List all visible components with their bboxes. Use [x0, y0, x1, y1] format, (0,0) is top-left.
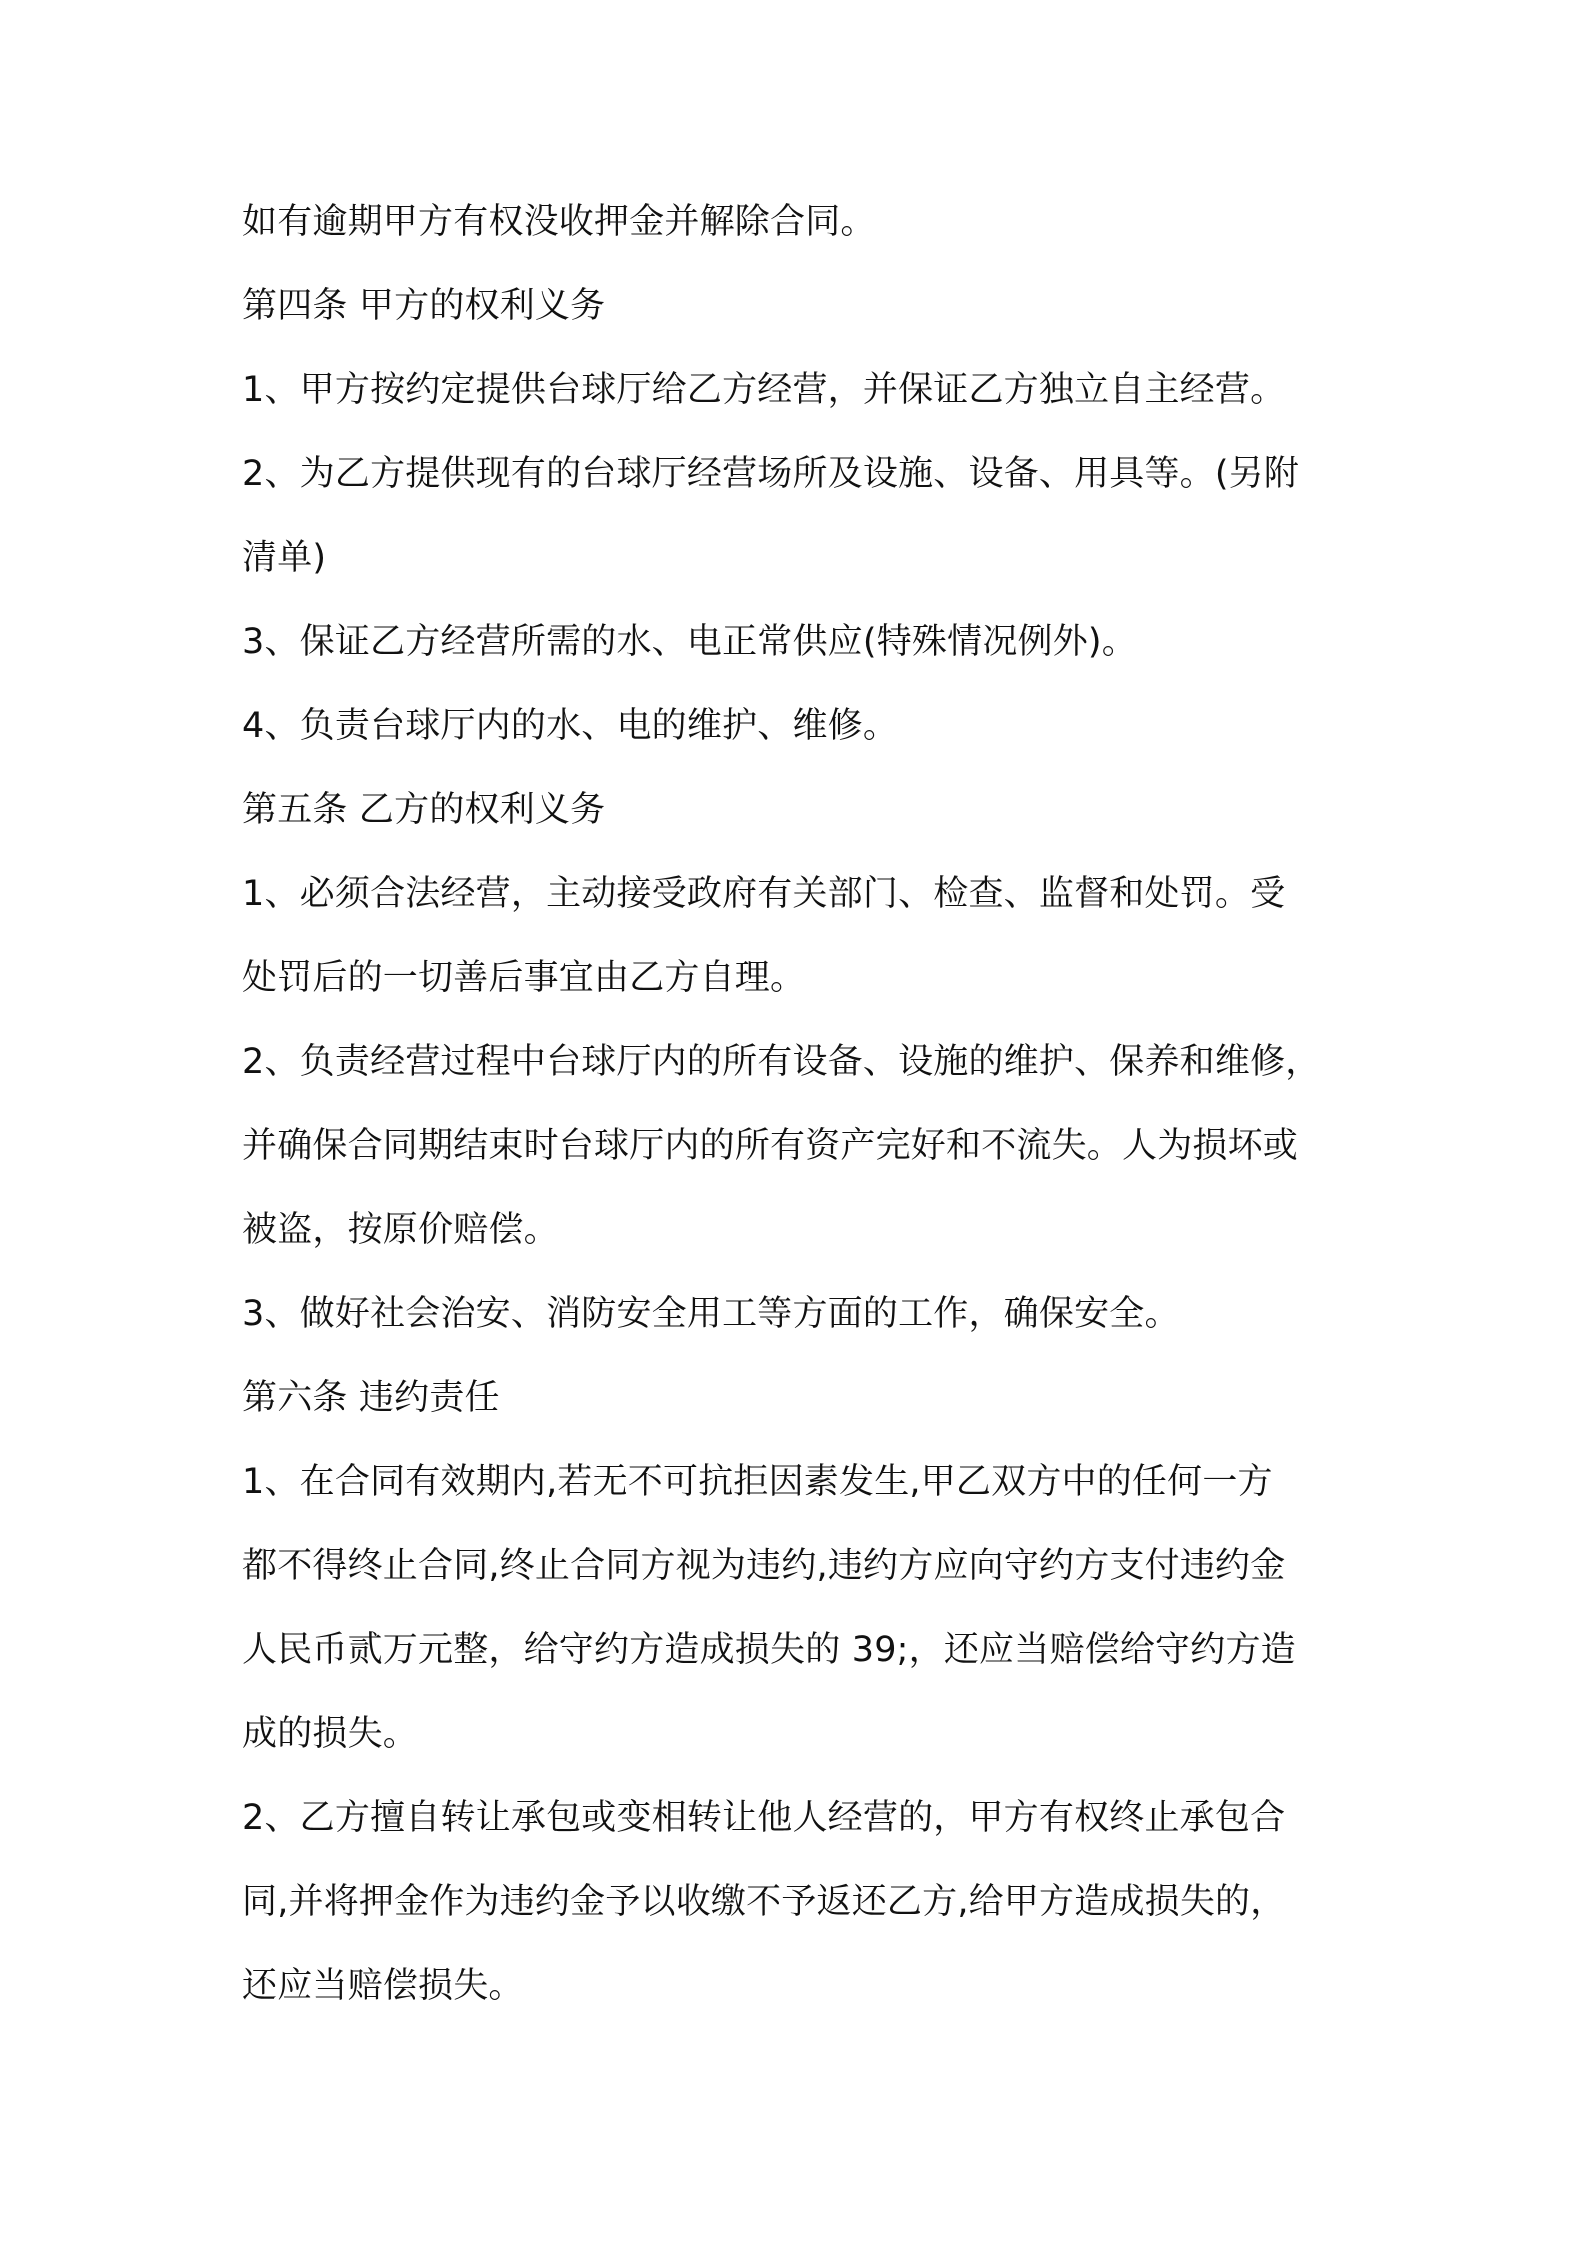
text-line: 还应当赔偿损失。	[242, 1966, 524, 2006]
text-line: 1、甲方按约定提供台球厅给乙方经营，并保证乙方独立自主经营。	[242, 370, 1286, 410]
text-line: 2、乙方擅自转让承包或变相转让他人经营的，甲方有权终止承包合	[242, 1798, 1286, 1838]
text-line: 1、在合同有效期内,若无不可抗拒因素发生,甲乙双方中的任何一方	[242, 1462, 1273, 1502]
section-heading: 第五条 乙方的权利义务	[242, 790, 606, 830]
text-line: 清单)	[242, 538, 327, 578]
text-line: 被盗，按原价赔偿。	[242, 1210, 559, 1250]
text-line: 处罚后的一切善后事宜由乙方自理。	[242, 958, 806, 998]
text-line: 同,并将押金作为违约金予以收缴不予返还乙方,给甲方造成损失的，	[242, 1882, 1286, 1922]
text-line: 1、必须合法经营，主动接受政府有关部门、检查、监督和处罚。受	[242, 874, 1286, 914]
text-line: 2、负责经营过程中台球厅内的所有设备、设施的维护、保养和维修，	[242, 1042, 1321, 1082]
text-line: 成的损失。	[242, 1714, 419, 1754]
text-line: 2、为乙方提供现有的台球厅经营场所及设施、设备、用具等。(另附	[242, 454, 1300, 494]
text-line: 人民币贰万元整，给守约方造成损失的 39;，还应当赔偿给守约方造	[242, 1630, 1296, 1670]
text-line: 3、保证乙方经营所需的水、电正常供应(特殊情况例外)。	[242, 622, 1137, 662]
text-line: 3、做好社会治安、消防安全用工等方面的工作，确保安全。	[242, 1294, 1180, 1334]
text-line: 4、负责台球厅内的水、电的维护、维修。	[242, 706, 899, 746]
document-body	[242, 180, 1372, 2028]
text-line: 都不得终止合同,终止合同方视为违约,违约方应向守约方支付违约金	[242, 1546, 1286, 1586]
text-line: 并确保合同期结束时台球厅内的所有资产完好和不流失。人为损坏或	[242, 1126, 1299, 1166]
section-heading: 第四条 甲方的权利义务	[242, 286, 606, 326]
section-heading: 第六条 违约责任	[242, 1378, 500, 1418]
text-line: 如有逾期甲方有权没收押金并解除合同。	[242, 202, 876, 242]
